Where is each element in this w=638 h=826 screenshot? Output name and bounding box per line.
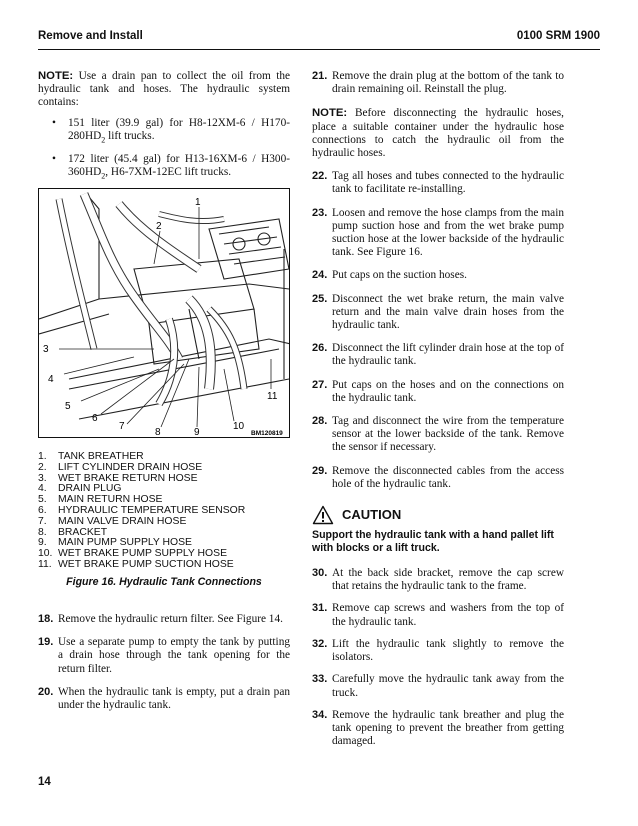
legend-label: MAIN RETURN HOSE xyxy=(58,494,163,506)
bullet-1-tail: lift trucks. xyxy=(105,129,155,142)
step-item xyxy=(312,415,564,455)
step-number: 19. xyxy=(38,636,54,649)
callout-10: 10 xyxy=(233,421,245,432)
legend-number: 3. xyxy=(38,472,47,484)
legend-label: BRACKET xyxy=(58,526,108,538)
step-number: 22. xyxy=(312,170,328,183)
step-text: Remove cap screws and washers from the top of the hydraulic tank. xyxy=(332,602,564,628)
legend-label: MAIN PUMP SUPPLY HOSE xyxy=(58,537,192,549)
legend-number: 10. xyxy=(38,548,53,560)
legend-label: HYDRAULIC TEMPERATURE SENSOR xyxy=(58,504,246,516)
step-text: Tag all hoses and tubes connected to the hydraulic tank to facilitate re-installing. xyxy=(332,170,564,196)
step-text: At the back side bracket, remove the cap screw that retains the hydraulic tank to the frame. xyxy=(332,567,564,593)
step-text: When the hydraulic tank is empty, put a drain pan under the hydraulic tank. xyxy=(58,685,290,712)
step-number: 34. xyxy=(312,708,328,721)
callout-5: 5 xyxy=(65,401,71,412)
step-item xyxy=(38,686,290,712)
bullet-2-tail: , H6-7XM-12EC lift trucks. xyxy=(105,166,232,179)
step-text: Put caps on the hoses and on the connections on the hydraulic tank. xyxy=(332,378,564,404)
step-number: 28. xyxy=(312,415,328,428)
step-text: Lift the hydraulic tank slightly to remove the isolators. xyxy=(332,637,564,664)
bullet-capacity-2 xyxy=(38,153,290,183)
legend-number: 5. xyxy=(38,494,47,506)
step-text: Remove the disconnected cables from the access hole of the hydraulic tank. xyxy=(332,464,564,490)
step-number: 24. xyxy=(312,269,328,282)
step-text: Remove the drain plug at the bottom of the tank to drain remaining oil. Reinstall the plug. xyxy=(332,70,564,96)
hydraulic-tank-drawing xyxy=(39,189,290,438)
step-item xyxy=(312,379,564,405)
legend-number: 1. xyxy=(38,451,47,462)
legend-label: WET BRAKE PUMP SUCTION HOSE xyxy=(58,558,234,570)
header-rule xyxy=(38,49,600,50)
step-text: Carefully move the hydraulic tank away from the truck. xyxy=(332,673,564,699)
caution-header xyxy=(312,505,564,525)
legend-number: 8. xyxy=(38,526,47,538)
note-text: Before disconnecting the hydraulic hoses, place a suitable container under the hydraulic hose connections to catch the hydraulic oil from the hydraulic hoses. xyxy=(312,107,564,160)
callout-2: 2 xyxy=(156,221,162,232)
figure-code: BM120819 xyxy=(251,430,283,437)
bullet-dot: • xyxy=(52,116,56,129)
step-number: 20. xyxy=(38,685,54,698)
step-item xyxy=(38,636,290,676)
step-text: Disconnect the lift cylinder drain hose at the top of the hydraulic tank. xyxy=(332,342,564,368)
bullet-2-text: 172 liter (45.4 gal) for H13-16XM-6 / H300-360HD xyxy=(68,153,290,179)
callout-9: 9 xyxy=(194,427,200,438)
step-number: 33. xyxy=(312,673,328,686)
step-item xyxy=(312,602,564,628)
figure-legend xyxy=(38,452,290,571)
legend-label: TANK BREATHER xyxy=(58,451,144,462)
step-text: Remove the hydraulic return filter. See Figure 14. xyxy=(58,613,283,625)
legend-number: 2. xyxy=(38,461,47,473)
bullet-1-text: 151 liter (39.9 gal) for H8-12XM-6 / H170-280HD xyxy=(68,116,290,142)
note-label: NOTE: xyxy=(312,107,348,120)
callout-4: 4 xyxy=(48,374,54,385)
callout-3: 3 xyxy=(43,344,49,355)
callout-11: 11 xyxy=(267,391,278,402)
legend-label: DRAIN PLUG xyxy=(58,483,122,495)
right-column xyxy=(312,70,564,748)
callout-8: 8 xyxy=(155,427,161,438)
legend-number: 6. xyxy=(38,504,47,516)
legend-label: LIFT CYLINDER DRAIN HOSE xyxy=(58,461,203,473)
step-item xyxy=(312,269,564,282)
step-item xyxy=(312,673,564,699)
left-steps xyxy=(38,613,290,712)
step-item xyxy=(312,465,564,491)
step-number: 27. xyxy=(312,378,328,391)
bullet-dot: • xyxy=(52,153,56,166)
step-item xyxy=(312,709,564,749)
note-container xyxy=(312,107,564,160)
step-item xyxy=(312,638,564,664)
step-number: 30. xyxy=(312,567,328,580)
step-text: Use a separate pump to empty the tank by putting a drain hose through the tank opening for the return filter. xyxy=(58,636,290,675)
callout-1: 1 xyxy=(195,197,201,208)
step-number: 32. xyxy=(312,637,328,650)
caution-title: CAUTION xyxy=(342,507,402,523)
step-item xyxy=(312,293,564,333)
page-number: 14 xyxy=(38,776,51,788)
step-text: Disconnect the wet brake return, the main valve return and the main valve drain hoses from the hydraulic tank. xyxy=(332,292,564,332)
note-drain-pan xyxy=(38,70,290,110)
step-number: 25. xyxy=(312,292,328,305)
step-text: Loosen and remove the hose clamps from the main pump suction hose and from the wet brake pump suction hose at the lower backside of the hydraulic tank. See Figure 16. xyxy=(332,206,564,259)
bullet-1-subscript: 2 xyxy=(101,135,106,145)
step-number: 21. xyxy=(312,70,328,82)
legend-label: WET BRAKE PUMP SUPPLY HOSE xyxy=(58,548,227,560)
step-item xyxy=(312,567,564,593)
step-21 xyxy=(312,70,564,96)
callout-7: 7 xyxy=(119,421,125,432)
legend-number: 4. xyxy=(38,483,47,495)
step-number: 23. xyxy=(312,206,328,219)
bullet-2-subscript: 2 xyxy=(101,171,106,181)
callout-6: 6 xyxy=(92,413,98,424)
caution-text: Support the hydraulic tank with a hand pallet lift with blocks or a lift truck. xyxy=(312,529,554,555)
running-header-section: Remove and Install xyxy=(38,30,143,42)
note-text: Use a drain pan to collect the oil from the hydraulic tank and hoses. The hydraulic system contains: xyxy=(38,70,290,109)
step-item xyxy=(312,170,564,196)
caution-triangle-icon xyxy=(312,505,334,525)
step-number: 29. xyxy=(312,464,328,477)
caution-block xyxy=(312,505,564,555)
steps-22-29 xyxy=(312,170,564,491)
legend-label: MAIN VALVE DRAIN HOSE xyxy=(58,515,187,527)
step-number: 31. xyxy=(312,602,328,615)
step-text: Remove the hydraulic tank breather and plug the tank opening to prevent the breather from getting damaged. xyxy=(332,708,564,748)
figure-caption: Figure 16. Hydraulic Tank Connections xyxy=(66,576,262,588)
running-header-doc-id: 0100 SRM 1900 xyxy=(516,30,600,42)
note-label: NOTE: xyxy=(38,70,74,82)
legend-number: 9. xyxy=(38,537,47,549)
step-item xyxy=(312,342,564,368)
step-text: Tag and disconnect the wire from the temperature sensor at the lower backside of the tank. Remove the sensor if necessary. xyxy=(332,415,564,454)
steps-30-34 xyxy=(312,567,564,748)
step-number: 26. xyxy=(312,342,328,355)
legend-label: WET BRAKE RETURN HOSE xyxy=(58,472,198,484)
step-number: 18. xyxy=(38,613,54,625)
step-text: Put caps on the suction hoses. xyxy=(332,269,467,282)
left-column xyxy=(38,70,290,183)
legend-number: 11. xyxy=(38,558,52,570)
legend-number: 7. xyxy=(38,515,47,527)
step-item xyxy=(312,207,564,260)
legend-item xyxy=(38,560,290,571)
bullet-capacity-1 xyxy=(38,117,290,147)
step-item xyxy=(38,613,290,626)
figure-hydraulic-tank-illustration xyxy=(38,188,290,438)
